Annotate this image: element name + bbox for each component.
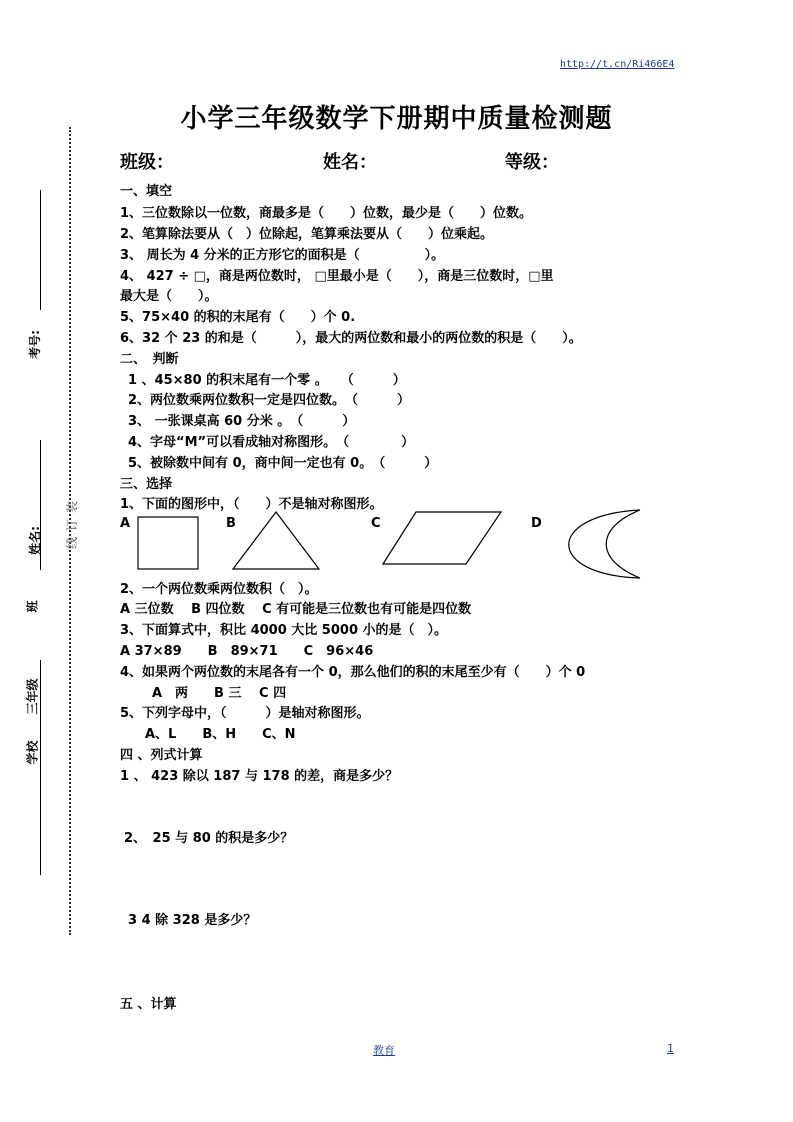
- fill-item: 5、75×40 的积的末尾有（ ）个 0.: [120, 310, 356, 325]
- judge-item: 2、两位数乘两位数积一定是四位数。 （ ）: [128, 393, 411, 408]
- sidebar-class-label: 班: [25, 600, 40, 613]
- choice-q5: 5、下列字母中，（ ）是轴对称图形。: [120, 706, 370, 721]
- choice-q1: 1、下面的图形中，（ ）不是轴对称图形。: [120, 497, 383, 512]
- class-field-label: 班级：: [120, 152, 174, 173]
- choice-q2: 2、一个两位数乘两位数积（ ）。: [120, 582, 318, 597]
- choice-q3-options: A 37×89 B 89×71 C 96×46: [120, 644, 374, 659]
- fill-item: 2、笔算除法要从（ ）位除起，笔算乘法要从（ ）位乘起。: [120, 227, 494, 242]
- fill-item: 4、 427 ÷ □，商是两位数时， □里最小是（ ），商是三位数时，□里: [120, 269, 554, 284]
- square-shape: [138, 517, 198, 569]
- choice-q3: 3、下面算式中，积比 4000 大比 5000 小的是（ ）。: [120, 623, 448, 638]
- exam-no-label: 考号:: [27, 330, 42, 359]
- judge-item: 4、字母“M”可以看成轴对称图形。 （ ）: [128, 435, 415, 450]
- grade-field-label: 等级：: [505, 152, 559, 173]
- page-number: 1: [667, 1042, 674, 1055]
- column-item: 1 、 423 除以 187 与 178 的差，商是多少？: [120, 769, 399, 784]
- binding-char: 订: [65, 519, 79, 532]
- shape-label-a: A: [120, 516, 131, 531]
- judge-item: 5、被除数中间有 0，商中间一定也有 0。 （ ）: [128, 456, 438, 471]
- column-item: 3 4 除 328 是多少？: [128, 913, 257, 928]
- sidebar-grade-label: 三年级: [25, 678, 40, 715]
- choice-q5-options: A、L B、H C、N: [145, 727, 296, 742]
- crescent-shape: [569, 510, 640, 578]
- fill-item: 最大是（ ）。: [120, 289, 218, 304]
- judge-item: 1 、45×80 的积末尾有一个零 。 （ ）: [128, 373, 406, 388]
- judge-item: 3、 一张课桌高 60 分米 。 （ ）: [128, 414, 356, 429]
- triangle-shape: [233, 512, 319, 569]
- choice-q2-options: A 三位数 B 四位数 C 有可能是三位数也有可能是四位数: [120, 602, 472, 617]
- sidebar-name-label: 姓名:: [27, 526, 42, 555]
- page-title: 小学三年级数学下册期中质量检测题: [180, 104, 613, 134]
- header-url[interactable]: http://t.cn/Ri466E4: [560, 59, 675, 70]
- binding-char: 装: [65, 501, 79, 514]
- fill-item: 3、 周长为 4 分米的正方形它的面积是（ ）。: [120, 248, 445, 263]
- section-choice-heading: 三、选择: [120, 477, 173, 492]
- choice-q4: 4、如果两个两位数的末尾各有一个 0，那么他们的积的末尾至少有（ ）个 0: [120, 665, 586, 680]
- choice-q4-options: A 两 B 三 C 四: [152, 686, 287, 701]
- column-item: 2、 25 与 80 的积是多少？: [124, 831, 294, 846]
- name-field-label: 姓名：: [323, 152, 377, 173]
- binding-char: 线: [65, 537, 79, 550]
- sidebar-school-label: 学校: [25, 740, 40, 765]
- section-calc-heading: 五 、计算: [120, 997, 177, 1012]
- parallelogram-shape: [383, 512, 501, 564]
- section-column-heading: 四 、列式计算: [120, 748, 203, 763]
- section-judge-heading: 二、 判断: [120, 352, 179, 367]
- section-fill-heading: 一、填空: [120, 184, 173, 199]
- shape-label-b: B: [226, 516, 236, 531]
- fill-item: 1、三位数除以一位数，商最多是（ ）位数，最少是（ ）位数。: [120, 206, 533, 221]
- fill-item: 6、32 个 23 的和是（ ），最大的两位数和最小的两位数的积是（ ）。: [120, 331, 582, 346]
- footer-link[interactable]: 教育: [373, 1044, 395, 1057]
- shape-label-c: C: [371, 516, 381, 531]
- shape-label-d: D: [531, 516, 542, 531]
